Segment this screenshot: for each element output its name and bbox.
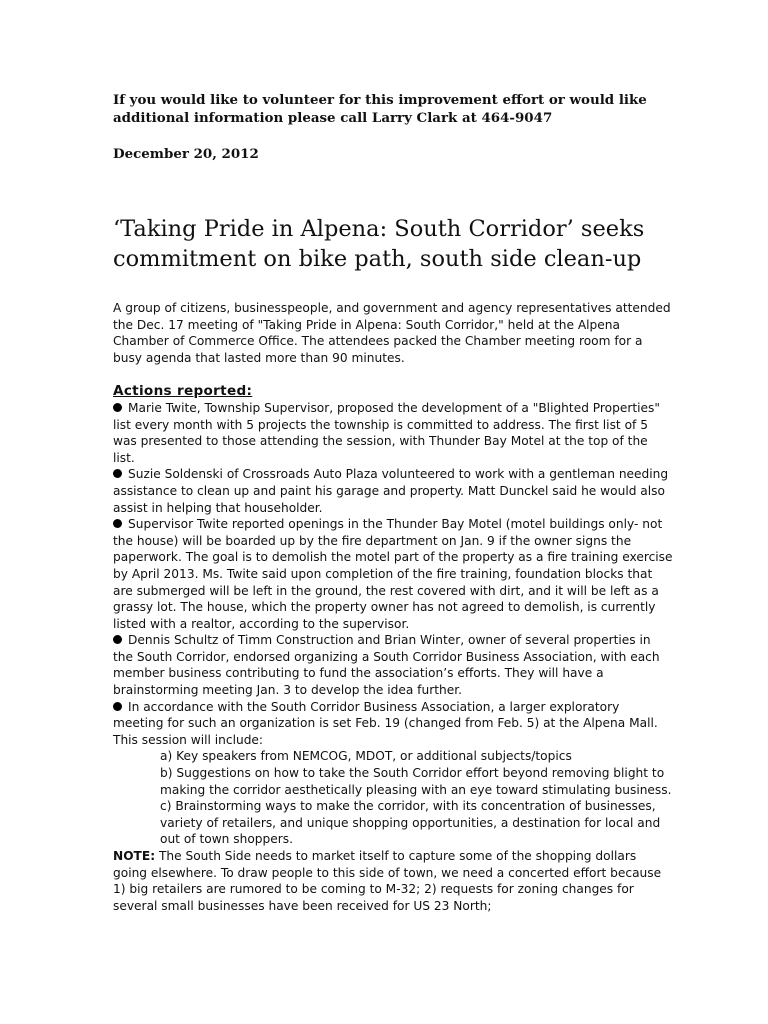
article-headline: ‘Taking Pride in Alpena: South Corridor’ seeks commitment on bike path, south side clean-up <box>113 216 645 272</box>
bullet-item <box>113 516 673 632</box>
bullet-text: Dennis Schultz of Timm Construction and Brian Winter, owner of several properties in the South Corridor, endorsed organizing a South Corridor Business Association, with each member business contributing to fund the association’s efforts. They will have a brainstorming meeting Jan. 3 to develop the idea further. <box>113 633 660 698</box>
bullet-text: Marie Twite, Township Supervisor, proposed the development of a "Blighted Properties" list every month with 5 projects the township is committed to address. The first list of 5 was presented to those attending the session, with Thunder Bay Motel at the top of the list. <box>113 400 660 465</box>
intro-paragraph: A group of citizens, businesspeople, and government and agency representatives attended the Dec. 17 meeting of "Taking Pride in Alpena: South Corridor," held at the Alpena Chamber of Commerce Office. The attendees packed the Chamber meeting room for a busy agenda that lasted more than 90 minutes. <box>113 301 671 365</box>
sub-item: b) Suggestions on how to take the South Corridor effort beyond removing blight to making the corridor aesthetically pleasing with an eye toward stimulating business. <box>160 766 672 797</box>
bullet-item <box>113 400 673 466</box>
bullet-icon <box>113 403 122 412</box>
note-text: The South Side needs to market itself to capture some of the shopping dollars going elsewhere. To draw people to this side of town, we need a concerted effort because 1) big retailers are rumored to be coming to M-32; 2) requests for zoning changes for several small businesses have been received for US 23 North; <box>113 849 662 913</box>
bullet-text: Supervisor Twite reported openings in the Thunder Bay Motel (motel buildings only- not the house) will be boarded up by the fire department on Jan. 9 if the owner signs the paperwork. The goal is to demolish the motel part of the property as a fire training exercise by April 2013. Ms. Twite said upon completion of the fire training, foundation blocks that are submerged will be left in the ground, the rest covered with dirt, and it will be left as a grassy lot. The house, which the property owner has not agreed to demolish, is currently listed with a realtor, according to the supervisor. <box>113 517 673 631</box>
actions-heading: Actions reported: <box>113 383 253 400</box>
note-paragraph <box>113 848 673 914</box>
article-body <box>113 300 673 914</box>
bullet-item <box>113 632 673 698</box>
bullet-text: Suzie Soldenski of Crossroads Auto Plaza volunteered to work with a gentleman needing assistance to clean up and paint his garage and property. Matt Dunckel said he would also assist in helping that householder. <box>113 467 669 515</box>
bullet-icon <box>113 635 122 644</box>
bullet-item <box>113 466 673 516</box>
sub-item: a) Key speakers from NEMCOG, MDOT, or additional subjects/topics <box>160 749 572 764</box>
bullet-text: In accordance with the South Corridor Business Association, a larger exploratory meeting for such an organization is set Feb. 19 (changed from Feb. 5) at the Alpena Mall. This session will include: <box>113 699 658 747</box>
volunteer-notice: If you would like to volunteer for this improvement effort or would like additional information please call Larry Clark at 464-9047 <box>113 92 647 126</box>
bullet-item <box>113 699 673 749</box>
note-label: NOTE: <box>113 849 156 863</box>
bullet-icon <box>113 702 122 711</box>
bullet-icon <box>113 469 122 478</box>
sub-item: c) Brainstorming ways to make the corridor, with its concentration of businesses, variety of retailers, and unique shopping opportunities, a destination for local and out of town shoppers. <box>160 799 661 847</box>
bullet-icon <box>113 519 122 528</box>
article-date: December 20, 2012 <box>113 146 259 162</box>
